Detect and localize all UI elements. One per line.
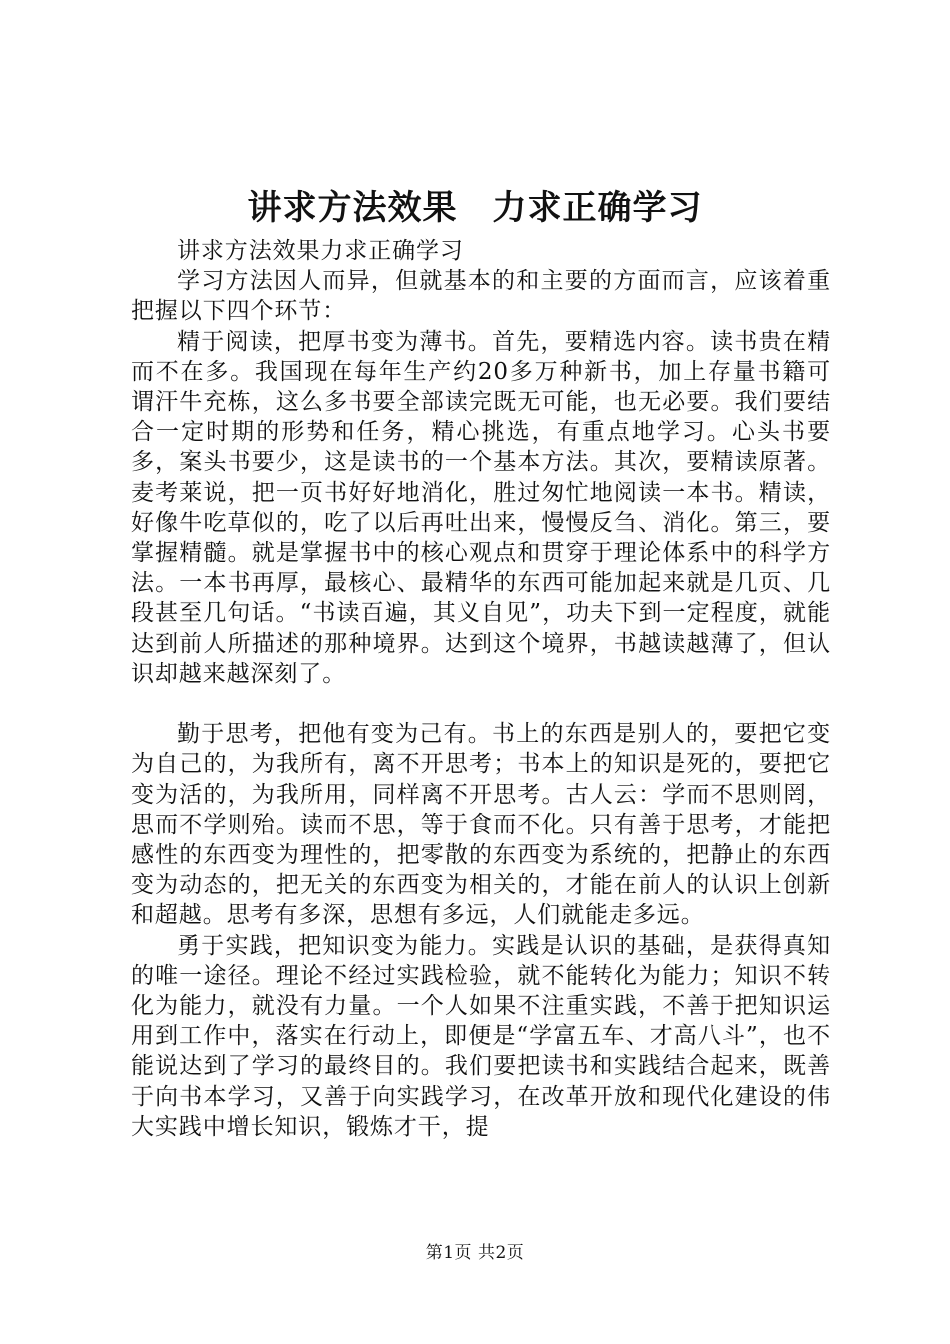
document-title: 讲求方法效果 力求正确学习 <box>247 188 703 228</box>
page-indicator: 第1页 共2页 <box>425 1243 525 1263</box>
paragraph-intro: 学习方法因人而异，但就基本的和主要的方面而言，应该着重把握以下四个环节： <box>131 268 831 325</box>
paragraph-reading: 精于阅读，把厚书变为薄书。首先，要精选内容。读书贵在精而不在多。我国现在每年生产约20多万种新书，加上存量书籍可谓汗牛充栋，这么多书要全部读完既无可能，也无必要。我们要结合一定时期的形势和任务，精心挑选，有重点地学习。心头书要多，案头书要少，这是读书的一个基本方法。其次，要精读原著。麦考莱说，把一页书好好地消化，胜过匆忙地阅读一本书。精读，好像牛吃草似的，吃了以后再吐出来，慢慢反刍、消化。第三，要掌握精髓。就是掌握书中的核心观点和贯穿于理论体系中的科学方法。一本书再厚，最核心、最精华的东西可能加起来就是几页、几段甚至几句话。“书读百遍，其义自见”，功夫下到一定程度，就能达到前人所描述的那种境界。达到这个境界，书越读越薄了，但认识却越来越深刻了。 <box>131 328 831 687</box>
paragraph-practice: 勇于实践，把知识变为能力。实践是认识的基础，是获得真知的唯一途径。理论不经过实践检验，就不能转化为能力；知识不转化为能力，就没有力量。一个人如果不注重实践，不善于把知识运用到工作中，落实在行动上，即便是“学富五车、才高八斗”，也不能说达到了学习的最终目的。我们要把读书和实践结合起来，既善于向书本学习，又善于向实践学习，在改革开放和现代化建设的伟大实践中增长知识，锻炼才干，提 <box>131 932 831 1140</box>
document-body <box>131 236 831 1142</box>
paragraph-subtitle: 讲求方法效果力求正确学习 <box>177 238 464 264</box>
paragraph-thinking: 勤于思考，把他有变为己有。书上的东西是别人的，要把它变为自己的，为我所有，离不开思考；书本上的知识是死的，要把它变为活的，为我所用，同样离不开思考。古人云：学而不思则罔，思而不学则殆。读而不思，等于食而不化。只有善于思考，才能把感性的东西变为理性的，把零散的东西变为系统的，把静止的东西变为动态的，把无关的东西变为相关的，才能在前人的认识上创新和超越。思考有多深，思想有多远，人们就能走多远。 <box>131 721 831 929</box>
